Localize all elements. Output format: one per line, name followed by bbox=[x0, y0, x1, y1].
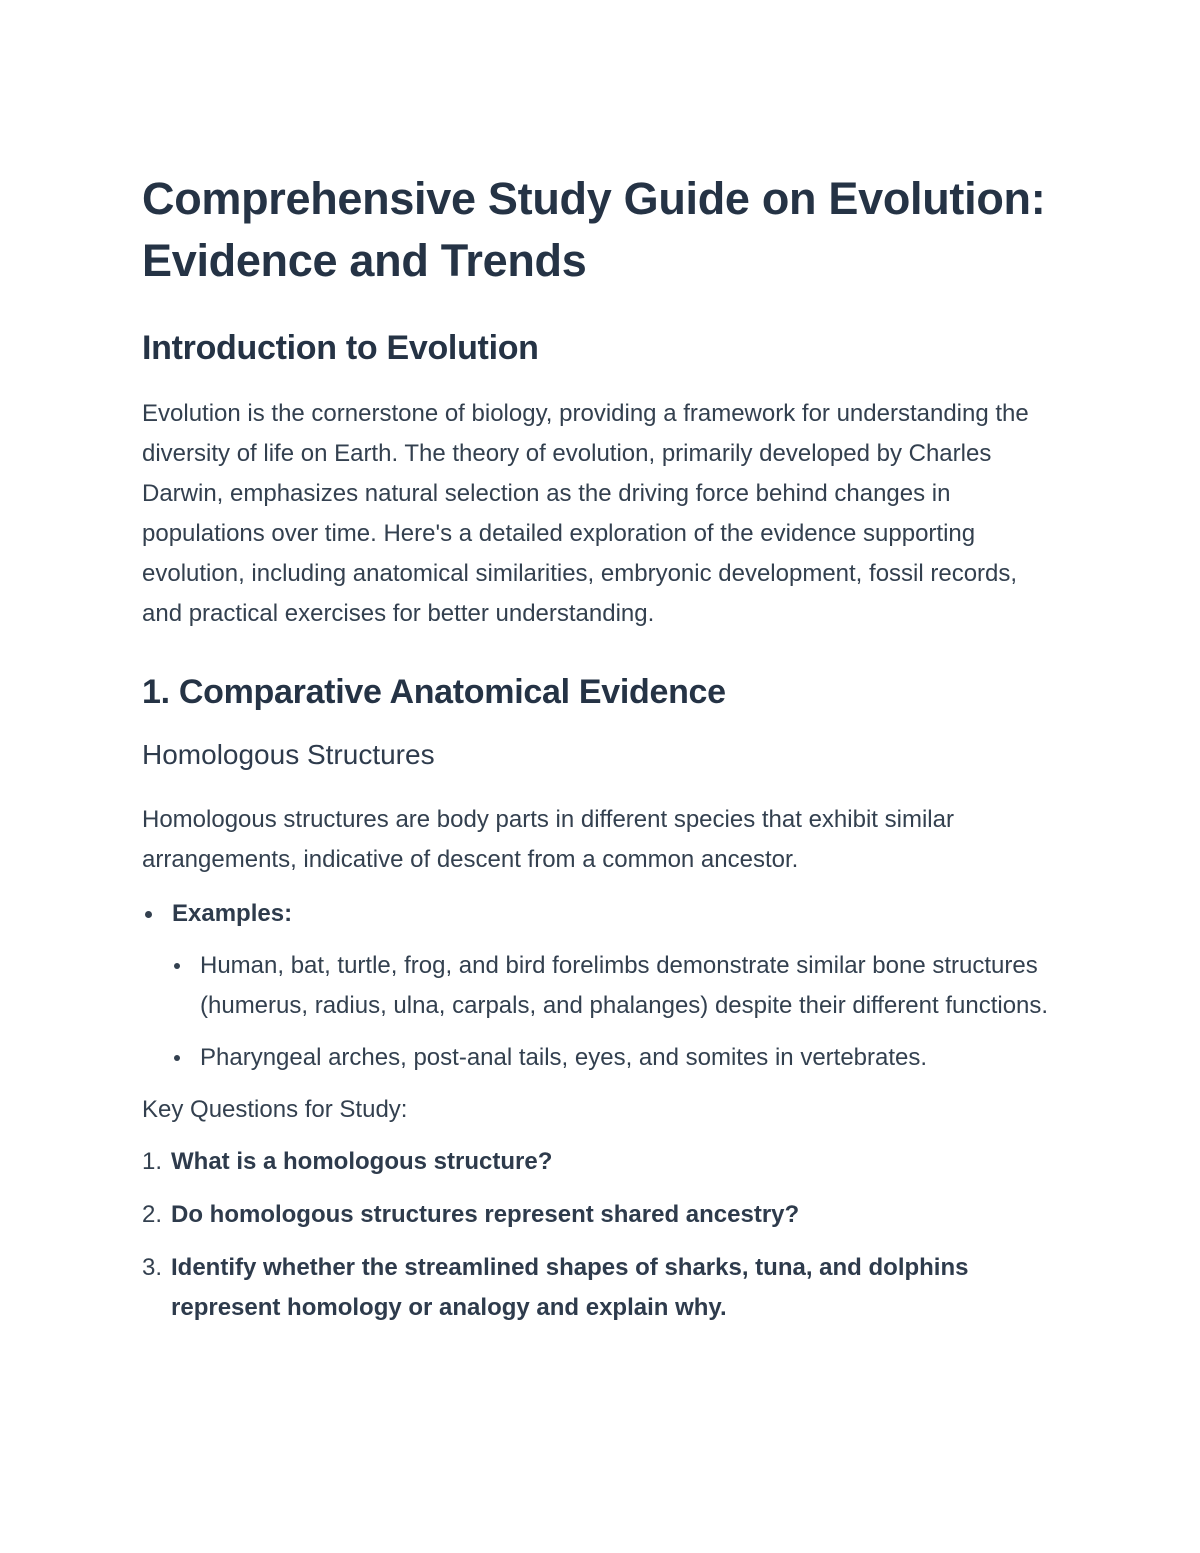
key-questions-label: Key Questions for Study: bbox=[142, 1096, 408, 1123]
examples-label: Examples: bbox=[172, 900, 293, 927]
example-item bbox=[172, 1038, 1062, 1078]
homologous-structures-paragraph: Homologous structures are body parts in different species that exhibit similar arrangements, indicative of descent from a common ancestor. bbox=[142, 806, 954, 873]
question-item bbox=[142, 1248, 1062, 1328]
document-title: Comprehensive Study Guide on Evolution: Evidence and Trends bbox=[142, 173, 1046, 286]
examples-list bbox=[142, 894, 1062, 1078]
question-text: What is a homologous structure? bbox=[171, 1148, 553, 1175]
question-text: Identify whether the streamlined shapes of sharks, tuna, and dolphins represent homology or analogy and explain why. bbox=[171, 1254, 969, 1321]
document-page bbox=[142, 168, 1062, 1341]
intro-paragraph: Evolution is the cornerstone of biology, providing a framework for understanding the diversity of life on Earth. The theory of evolution, primarily developed by Charles Darwin, emphasizes natural selection as the driving force behind changes in populations over time. Here's a detailed exploration of the evidence supporting evolution, including anatomical similarities, embryonic development, fossil records, and practical exercises for better understanding. bbox=[142, 400, 1029, 627]
bullet-icon bbox=[174, 1055, 180, 1061]
examples-list-item bbox=[142, 894, 1062, 1078]
bullet-icon bbox=[174, 963, 180, 969]
question-number: 1. bbox=[142, 1148, 163, 1175]
key-questions-list bbox=[142, 1142, 1062, 1328]
question-item bbox=[142, 1142, 1062, 1182]
question-text: Do homologous structures represent shared ancestry? bbox=[171, 1201, 800, 1228]
section-1-heading: 1. Comparative Anatomical Evidence bbox=[142, 673, 726, 711]
question-number: 2. bbox=[142, 1201, 163, 1228]
question-number: 3. bbox=[142, 1254, 163, 1281]
example-text: Pharyngeal arches, post-anal tails, eyes, and somites in vertebrates. bbox=[200, 1044, 928, 1071]
example-text: Human, bat, turtle, frog, and bird forelimbs demonstrate similar bone structures (humerus, radius, ulna, carpals, and phalanges) despite their different functions. bbox=[200, 952, 1049, 1019]
intro-heading: Introduction to Evolution bbox=[142, 329, 539, 367]
bullet-icon bbox=[145, 911, 152, 918]
example-item bbox=[172, 946, 1062, 1026]
homologous-structures-heading: Homologous Structures bbox=[142, 739, 435, 770]
question-item bbox=[142, 1195, 1062, 1235]
examples-sublist bbox=[172, 946, 1062, 1078]
